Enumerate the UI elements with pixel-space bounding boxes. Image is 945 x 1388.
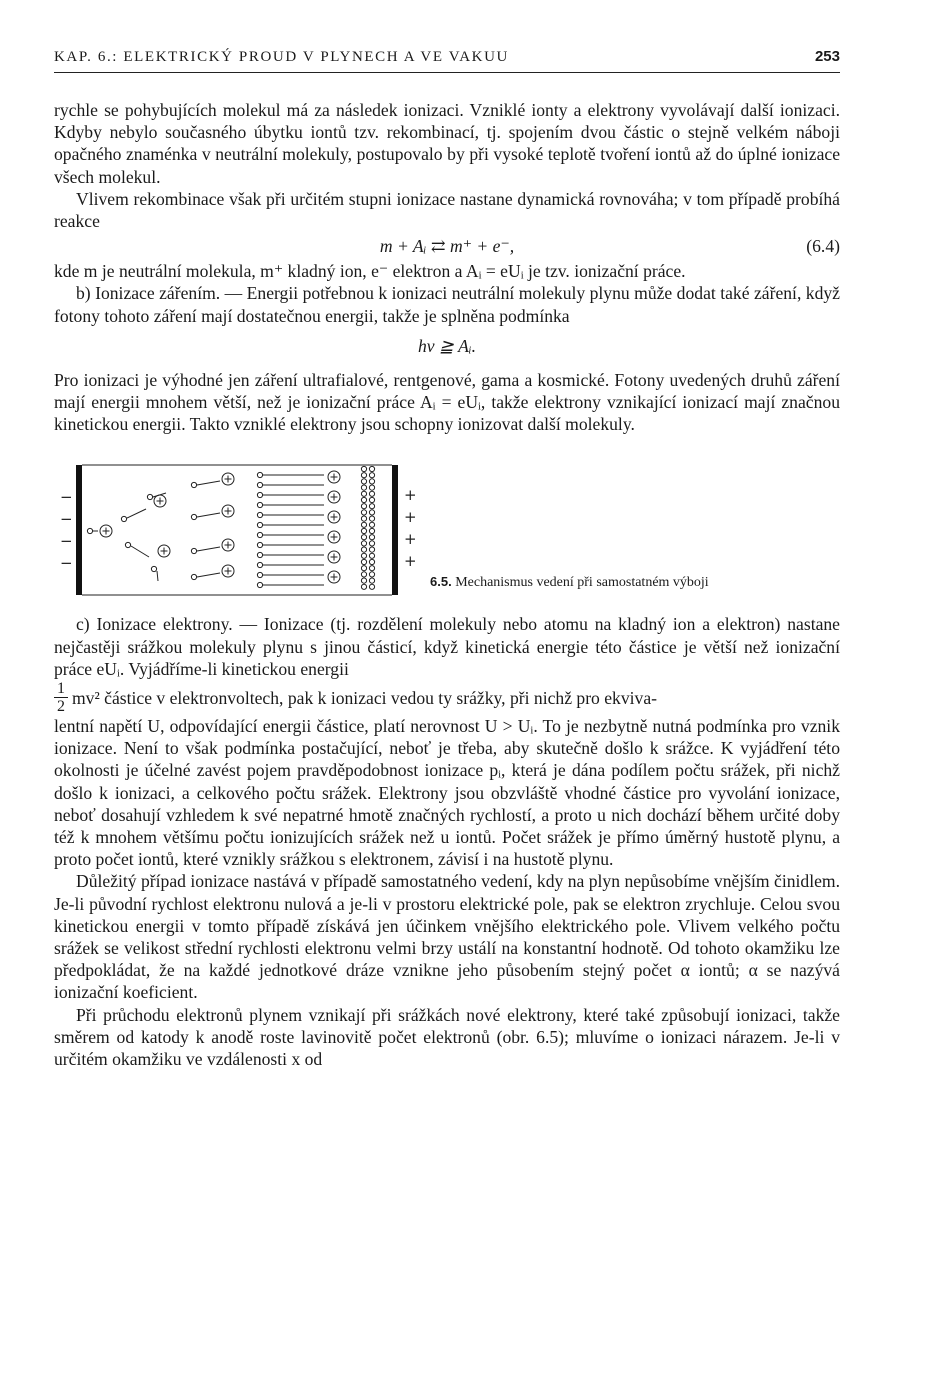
electron bbox=[369, 479, 374, 484]
electron bbox=[257, 543, 262, 548]
page-number: 253 bbox=[814, 48, 840, 65]
anode-plus-sign: + bbox=[404, 486, 417, 505]
electron bbox=[257, 473, 262, 478]
electron bbox=[369, 541, 374, 546]
electron bbox=[87, 529, 92, 534]
electron bbox=[361, 529, 366, 534]
paragraph: c) Ionizace elektrony. — Ionizace (tj. rozdělení molekuly nebo atomu na kladný ion a elektron) nastane nejčastěji srážkou molekuly plynu s jinou částicí, když kinetická energie této částice je větší než ionizační práce eUᵢ. Vyjádříme-li kinetickou energii bbox=[54, 614, 840, 679]
electron bbox=[369, 529, 374, 534]
electron bbox=[361, 535, 366, 540]
electron bbox=[361, 547, 366, 552]
electron bbox=[369, 535, 374, 540]
cathode-minus-sign: − bbox=[60, 532, 73, 551]
fraction-numerator: 1 bbox=[54, 680, 68, 698]
figure-6-5 bbox=[54, 459, 840, 599]
equation-text: m + Aᵢ ⇄ m⁺ + e⁻, bbox=[379, 236, 515, 257]
electron bbox=[191, 575, 196, 580]
cathode-plate bbox=[76, 465, 82, 595]
electron bbox=[361, 510, 366, 515]
cathode-minus-sign: − bbox=[60, 554, 73, 573]
electron bbox=[369, 516, 374, 521]
electron bbox=[151, 567, 156, 572]
fraction-one-half bbox=[54, 680, 68, 715]
electron bbox=[121, 517, 126, 522]
electron bbox=[191, 483, 196, 488]
electron bbox=[361, 485, 366, 490]
electron bbox=[369, 572, 374, 577]
electron bbox=[125, 543, 130, 548]
caption-text: Mechanismus vedení při samostatném výboji bbox=[455, 575, 709, 591]
electron bbox=[191, 515, 196, 520]
running-header bbox=[54, 48, 840, 73]
equation-number: (6.4) bbox=[806, 236, 840, 257]
page bbox=[54, 48, 840, 1070]
paragraph: b) Ionizace zářením. — Energii potřebnou k ionizaci neutrální molekuly plynu může dodat také záření, když fotony tohoto záření mají dostatečnou energii, takže je splněna podmínka bbox=[54, 283, 840, 326]
electron bbox=[361, 498, 366, 503]
discharge-diagram bbox=[54, 459, 418, 599]
cathode-minus-sign: − bbox=[60, 488, 73, 507]
electron bbox=[361, 523, 366, 528]
electron-path bbox=[197, 481, 220, 485]
electron bbox=[257, 513, 262, 518]
electron bbox=[257, 523, 262, 528]
electron bbox=[369, 485, 374, 490]
cathode-minus-sign: − bbox=[60, 510, 73, 529]
electron bbox=[257, 553, 262, 558]
electron bbox=[361, 516, 366, 521]
electron bbox=[369, 504, 374, 509]
paragraph: Důležitý případ ionizace nastává v případě samostatného vedení, kdy na plyn nepůsobíme vnějším činidlem. Je-li původní rychlost elektronu nulová a je-li v prostoru elektrické pole, pak se elektron zrychluje. Celou svou kinetickou energii v tomto případě získává jen účinkem vnějšího elektrického pole. Vlivem velkého počtu srážek se velikost střední rychlosti elektronu velmi brzy ustálí na konstantní hodnotě. Od tohoto okamžiku lze předpokládat, že na každé jednotkové dráze vznikne jeho působením stejný počet α iontů; α se nazývá ionizační koeficient. bbox=[54, 871, 840, 1003]
electron bbox=[361, 467, 366, 472]
electron bbox=[147, 495, 152, 500]
electron bbox=[257, 533, 262, 538]
electron bbox=[369, 498, 374, 503]
electron bbox=[361, 492, 366, 497]
electron bbox=[191, 549, 196, 554]
paragraph: kde m je neutrální molekula, m⁺ kladný ion, e⁻ elektron a Aᵢ = eUᵢ je tzv. ionizační práce. bbox=[54, 261, 686, 282]
anode-plate bbox=[392, 465, 398, 595]
paragraph: Vlivem rekombinace však při určitém stupni ionizace nastane dynamická rovnováha; v tom případě probíhá reakce bbox=[54, 188, 840, 232]
electron bbox=[369, 578, 374, 583]
equation-6-4 bbox=[54, 234, 840, 258]
electron-path bbox=[131, 546, 149, 557]
electron-path bbox=[127, 509, 146, 518]
paragraph: Při průchodu elektronů plynem vznikají při srážkách nové elektrony, které také způsobují ionizaci, takže směrem od katody k anodě roste lavinovitě počet elektronů (obr. 6.5); mluvíme o ionizaci nárazem. Je-li v určitém okamžiku ve vzdálenosti x od bbox=[54, 1004, 840, 1070]
electron bbox=[369, 473, 374, 478]
electron bbox=[257, 503, 262, 508]
electron bbox=[361, 504, 366, 509]
anode-plus-sign: + bbox=[404, 508, 417, 527]
paragraph: lentní napětí U, odpovídající energii částice, platí nerovnost U > Uᵢ. To je nezbytně nutná podmínka pro vznik ionizace. Není to však podmínka postačující, neboť je třeba, aby skutečně došlo k srážce. K vyjádření této okolnosti je účelné zavést pojem pravděpodobnost ionizace pᵢ, která je dána podílem počtu srážek, při nichž došlo k ionizaci, a celkového počtu srážek. Elektrony jsou obzvláště vhodné částice pro vyvolání ionizace, neboť dosahují vzhledem k své nepatrné hmotě značných rychlostí, a proto u nich dochází během určité doby též k mnohem většímu počtu ionizujících srážek než u iontů. Počet srážek je přímo úměrný hustotě plynu, a proto počet iontů, které vznikly srážkou s elektronem, závisí i na hustotě plynu. bbox=[54, 716, 840, 870]
anode-plus-sign: + bbox=[404, 552, 417, 571]
electron bbox=[369, 554, 374, 559]
electron bbox=[257, 483, 262, 488]
electron bbox=[257, 493, 262, 498]
electron-path bbox=[197, 547, 220, 551]
electron bbox=[369, 510, 374, 515]
paragraph: Pro ionizaci je výhodné jen záření ultrafialové, rentgenové, gama a kosmické. Fotony uvedených druhů záření mají energii mnohem větší, než je ionizační práce Aᵢ = eUᵢ, takže elektrony vznikající ionizací mají značnou kinetickou energii. Takto vzniklé elektrony jsou schopny ionizovat další molekuly. bbox=[54, 369, 840, 435]
electron-path bbox=[157, 571, 158, 581]
electron bbox=[361, 560, 366, 565]
electron bbox=[369, 467, 374, 472]
electron bbox=[361, 541, 366, 546]
electron bbox=[257, 583, 262, 588]
fraction-continuation: mv² částice v elektronvoltech, pak k ionizaci vedou ty srážky, při nichž pro ekviva- bbox=[72, 687, 658, 708]
fraction-line bbox=[54, 680, 840, 715]
electron bbox=[361, 473, 366, 478]
electron bbox=[361, 479, 366, 484]
electron bbox=[361, 566, 366, 571]
electron bbox=[257, 573, 262, 578]
paragraph: rychle se pohybujících molekul má za následek ionizaci. Vzniklé ionty a elektrony vyvolávají další ionizaci. Kdyby nebylo současného úbytku iontů tzv. rekombinací, tj. spojením dvou částic o stejně velkém náboji opačného znaménka v neutrální molekuly, postupovalo by při vysoké teplotě tvoření iontů až do úplné ionizace všech molekul. bbox=[54, 100, 840, 187]
electron bbox=[369, 523, 374, 528]
electron bbox=[361, 585, 366, 590]
chapter-title: KAP. 6.: ELEKTRICKÝ PROUD V PLYNECH A VE VAKUU bbox=[54, 49, 509, 65]
electron bbox=[369, 585, 374, 590]
electron bbox=[369, 566, 374, 571]
electron bbox=[361, 572, 366, 577]
figure-caption bbox=[430, 574, 709, 591]
electron bbox=[369, 492, 374, 497]
fraction-denominator: 2 bbox=[57, 698, 65, 716]
anode-plus-sign: + bbox=[404, 530, 417, 549]
electron bbox=[361, 578, 366, 583]
caption-number: 6.5. bbox=[430, 574, 452, 590]
equation-condition: hν ≧ Aᵢ. bbox=[417, 335, 477, 356]
electron bbox=[369, 560, 374, 565]
electron bbox=[369, 547, 374, 552]
electron-path bbox=[197, 513, 220, 517]
electron bbox=[361, 554, 366, 559]
electron bbox=[257, 563, 262, 568]
electron-path bbox=[197, 573, 220, 577]
